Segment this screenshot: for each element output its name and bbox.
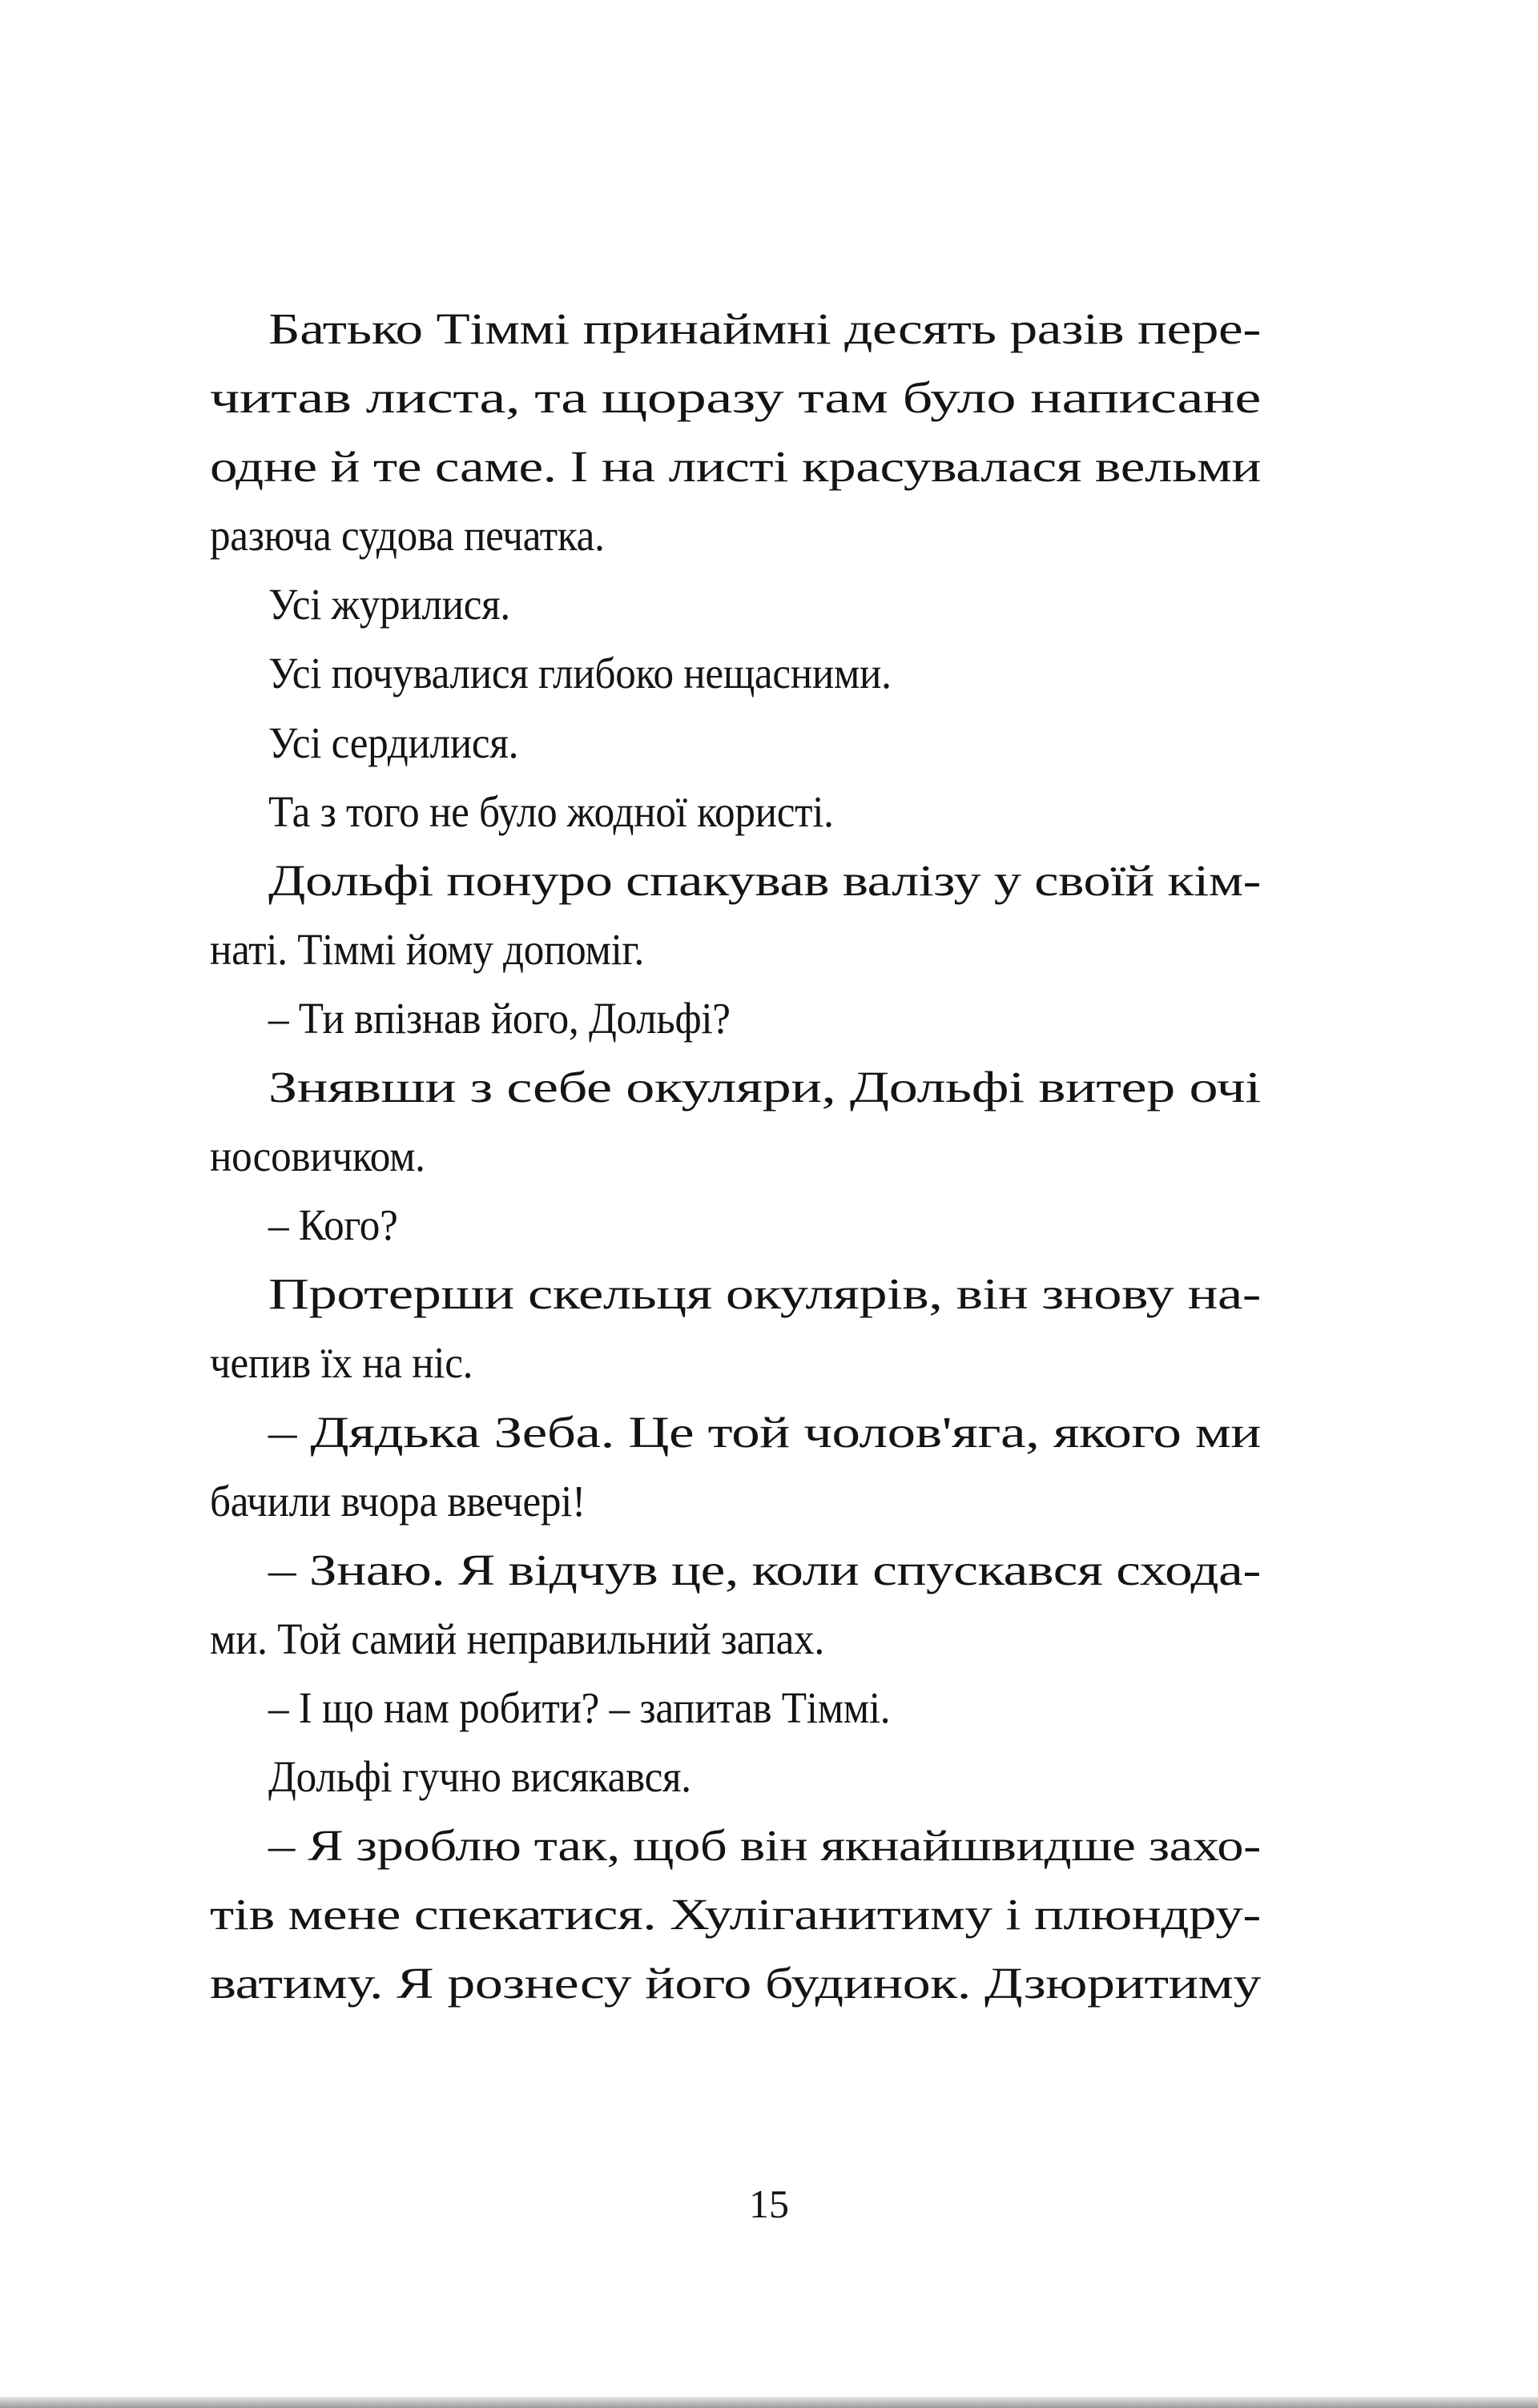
- text-line: Усі журилися.: [268, 580, 510, 629]
- page-number: 15: [749, 2181, 789, 2226]
- text-line: ми. Той самий неправильний запах.: [210, 1614, 824, 1663]
- text-line: Знявши з себе окуляри, Дольфі витер очі: [268, 1063, 1261, 1112]
- text-line: Батько Тіммі принаймні десять разів пере-: [268, 304, 1261, 353]
- page-bottom-edge: [0, 2397, 1538, 2408]
- text-line: – Ти впізнав його, Дольфі?: [268, 993, 731, 1043]
- text-line: ватиму. Я рознесу його будинок. Дзюритиму: [210, 1959, 1261, 2008]
- text-line: наті. Тіммі йому допоміг.: [210, 924, 644, 974]
- text-line: чепив їх на ніс.: [210, 1338, 473, 1388]
- text-line: Та з того не було жодної користі.: [268, 786, 834, 836]
- text-line: Дольфі гучно висякався.: [268, 1751, 691, 1801]
- text-line: – Я зроблю так, щоб він якнайшвидше захо-: [268, 1821, 1261, 1871]
- text-line: одне й те саме. І на листі красувалася вельми: [210, 442, 1261, 492]
- text-line: – Знаю. Я відчув це, коли спускався схода-: [268, 1545, 1261, 1594]
- text-line: – Кого?: [268, 1200, 398, 1250]
- text-line: бачили вчора ввечері!: [210, 1476, 586, 1526]
- text-line: Усі почувалися глибоко нещасними.: [268, 649, 892, 698]
- body-text: [210, 295, 1261, 2018]
- text-line: разюча судова печатка.: [210, 511, 605, 561]
- text-line: Дольфі понуро спакував валізу у своїй кім-: [268, 855, 1261, 905]
- text-line: Протерши скельця окулярів, він знову на-: [268, 1269, 1261, 1319]
- text-line: тів мене спекатися. Хуліганитиму і плюндру-: [210, 1890, 1261, 1940]
- text-line: Усі сердилися.: [268, 718, 519, 767]
- text-line: носовичком.: [210, 1132, 425, 1181]
- text-line: – І що нам робити? – запитав Тіммі.: [268, 1682, 891, 1732]
- text-line: – Дядька Зеба. Це той чолов'яга, якого ми: [268, 1407, 1261, 1457]
- text-line: читав листа, та щоразу там було написане: [210, 373, 1261, 423]
